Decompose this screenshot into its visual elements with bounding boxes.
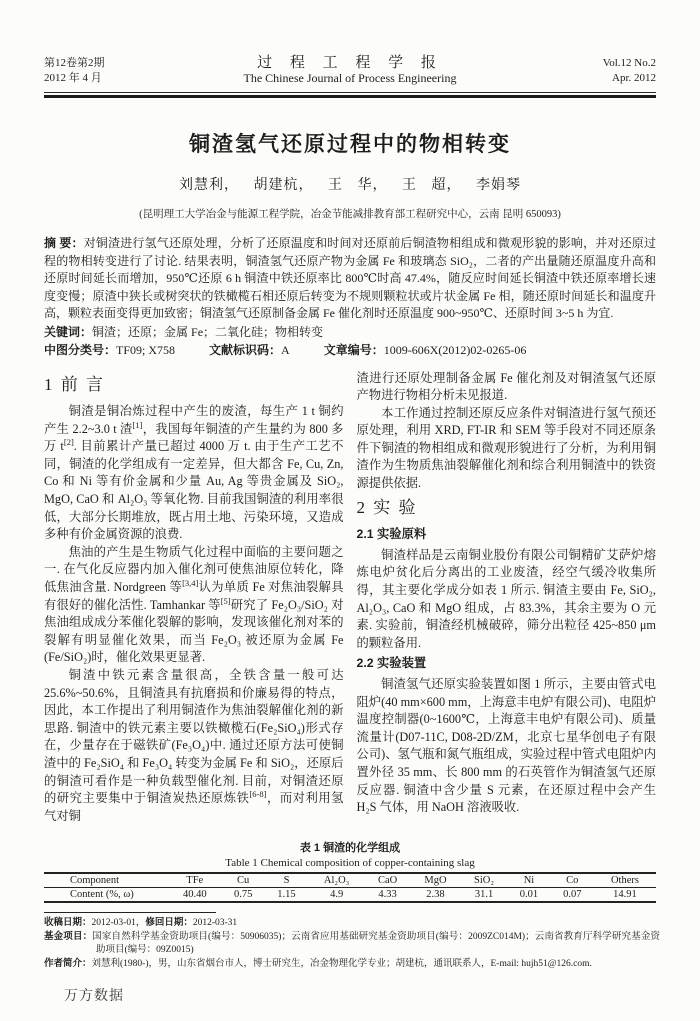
cell-content-label: Content (%, ω) [70,889,134,901]
clc-value: TF09; X758 [116,343,176,357]
intro-paragraph-2 [44,544,344,667]
table-1-caption-cn: 表 1 铜渣的化学组成 [299,842,401,855]
cell-ni: 0.01 [519,889,539,901]
citation-ref-5: [5] [220,595,231,606]
citation-ref-1: [1] [132,419,143,430]
cell-tfe: 40.40 [182,889,207,901]
col-header-others: Others [594,873,656,888]
intro-p1-text-a: 铜渣是铜冶炼过程中产生的废渣，每生产 1 t 铜约产生 2.2~3.0 t 渣 [44,404,344,436]
cell-mgo: 2.38 [426,889,445,901]
footnote-rule [44,912,216,913]
funding-value: 国家自然科学基金资助项目(编号：50906035)；云南省应用基础研究基金资助项目(编号：2009ZC014M)；云南省教育厅科学研究基金资助项目(编号：09Z0015) [92,931,660,956]
keywords-line [44,324,656,342]
header-rule-thin [44,92,656,93]
header-volume-block [536,56,656,86]
table-1-caption-en: Table 1 Chemical composition of copper-containing slag [225,857,475,870]
cell-cu: 0.75 [233,889,253,901]
cell-al2o3: 4.9 [330,889,344,901]
abstract-label: 摘 要： [44,236,84,250]
header-rule-thick [44,95,656,98]
revised-value: 2012-03-31 [192,918,238,929]
col-header-al2o3: Al₂O₃ [308,873,365,888]
issue-number: 第12卷第2期 [44,57,105,69]
col-header-ni: Ni [507,873,550,888]
left-column [44,370,344,826]
col-header-tfe: TFe [168,873,222,888]
section-2-heading: 2 实 验 [356,497,418,517]
wanfang-watermark: 万方数据 [64,987,124,1003]
cell-others: 14.91 [613,889,637,901]
citation-ref-6-8: [6-8] [249,789,267,800]
funding-label: 基金项目： [44,931,93,942]
table-row [44,888,656,903]
body-columns [44,370,656,826]
chemical-composition-table [44,872,656,903]
volume-number: Vol.12 No.2 [602,57,656,69]
intro-p2-text-b: 认为单质 Fe 对焦油裂解具有很好的催化活性. Tamhankar 等 [44,580,344,612]
col-header-mgo: MgO [410,873,461,888]
intro-p3-text-a: 铜渣中铁元素含量很高，全铁含量一般可达 25.6%~50.6%，且铜渣具有抗磨损和价廉易得的特点，因此，本工作提出了利用铜渣作为焦油裂解催化剂的新思路. 铜渣中的铁元素主要以铁橄榄石(Fe₂SiO₄)形式存在，少量存在于磁铁矿(Fe₃O₄)中. 通过还原方法可使铜渣中的 Fe₂SiO₄ 和 Fe₃O₄ 转变为金属 Fe 和 SiO₂，还原后的铜渣可看作是一种负载型催化剂. 目前，对铜渣还原的研究主要集中于铜渣炭热还原炼铁 [44,668,344,806]
col-header-cu: Cu [222,873,265,888]
intro-p3-text-b: ，而对利用氢气对铜 [44,791,344,823]
intro-p2-text-a: 焦油的产生是生物质气化过程中面临的主要问题之一. 在气化反应器内加入催化剂可使焦油原位转化，降低焦油含量. Nordgreen 等 [44,544,344,595]
col-header-co: Co [551,873,594,888]
footnote-author-bio [44,958,660,972]
bio-value: 刘慧利(1980-)，男，山东省烟台市人，博士研究生，冶金物理化学专业；胡建杭，通讯联系人，E-mail: hujh51@126.com. [91,958,592,969]
paper-title: 铜渣氢气还原过程中的物相转变 [189,132,511,156]
journal-name-cn: 过 程 工 程 学 报 [257,55,443,71]
header-issue-block [44,56,164,86]
keywords-label: 关键词： [44,324,93,339]
intro-paragraph-3-continuation: 渣进行还原处理制备金属 Fe 催化剂及对铜渣氢气还原产物进行物相分析未见报道. [356,370,656,403]
affiliation: (昆明理工大学冶金与能源工程学院，冶金节能减排教育部工程研究中心，云南 昆明 650093) [139,209,561,220]
article-no-value: 1009-606X(2012)02-0265-06 [383,343,527,357]
cell-co: 0.07 [563,889,582,901]
issue-date-en: Apr. 2012 [612,72,656,84]
section-2-1-heading: 2.1 实验原料 [356,527,427,542]
intro-p2-text-c: 研究了 Fe₂O₃/SiO₂ 对焦油组成成分苯催化裂解的影响，发现该催化剂对苯的裂解有明显催化效果，而当 Fe₂O₃ 被还原为金属 Fe (Fe/SiO₂)时，催化效果更显著. [44,597,344,665]
col-header-component: Component [44,873,168,888]
col-header-s: S [265,873,308,888]
doc-code-value: A [281,343,290,357]
bio-label: 作者简介： [44,958,92,969]
section-2-2-heading: 2.2 实验装置 [356,656,427,671]
intro-p1-text-b: ，我国每年铜渣的产生量约为 800 多万 t [44,421,344,454]
revised-label: 修回日期： [145,918,193,929]
keywords-text: 铜渣；还原；金属 Fe；二氧化硅；物相转变 [92,324,324,339]
right-column [357,370,657,826]
table-header-row [44,873,656,888]
abstract-paragraph [44,235,656,323]
cell-sio2: 31.1 [474,889,494,901]
classification-line [44,342,656,360]
abstract-text: 对铜渣进行氢气还原处理，分析了还原温度和时间对还原前后铜渣物相组成和微观形貌的影响，并对还原过程的物相转变进行了讨论. 结果表明，铜渣氢气还原产物为金属 Fe 和玻璃态 SiO₂，二者的产出量随还原温度升高和还原时间延长而增加，950℃还原 6 h 铜渣中铁还原率比 800℃时高 47.4%，随反应时间延长铜渣中铁还原率增长速度变慢；原渣中狭长或树突状的铁橄榄石相还原后转变为不规则颗粒状或片状金属 Fe 相，随还原时间延长和温度升高，颗粒表面变得更加致密；铜渣氢气还原制备金属 Fe 催化剂时还原温度 900~950℃、还原时间 3~5 h 为宜. [44,236,656,320]
intro-paragraph-3 [44,667,344,825]
footnote-funding [44,931,660,958]
materials-paragraph: 铜渣样品是云南铜业股份有限公司铜精矿艾萨炉熔炼电炉贫化后分离出的工业废渣，经空气缓冷收集所得，其主要化学成分如表 1 所示. 铜渣主要由 Fe, SiO₂, Al₂O₃, CaO 和 MgO 组成，占 83.3%，其余主要为 O 元素. 实验前，铜渣经机械破碎，筛分出粒径 425~850 μm 的颗粒备用. [356,547,656,650]
received-label: 收稿日期： [44,918,92,929]
table-1-block [44,839,656,903]
cell-cao: 4.33 [378,889,397,901]
citation-ref-3-4: [3,4] [182,577,199,588]
footnote-received [44,917,660,931]
issue-date-cn: 2012 年 4 月 [44,72,102,84]
col-header-cao: CaO [365,873,410,888]
journal-header [0,0,700,90]
section-1-heading: 1 前 言 [44,374,105,394]
intro-paragraph-1 [44,403,344,544]
header-journal-block [164,56,536,86]
intro-paragraph-4: 本工作通过控制还原反应条件对铜渣进行氢气预还原处理，利用 XRD, FT-IR 和 SEM 等手段对不同还原条件下铜渣的物相组成和微观形貌进行了分析，为利用铜渣作为生物质焦油裂解催化剂和综合利用铜渣中的铁资源提供依据. [356,405,656,491]
apparatus-paragraph: 铜渣氢气还原实验装置如图 1 所示，主要由管式电阻炉(40 mm×600 mm，上海意丰电炉有限公司)、电阻炉温度控制器(0~1600℃，上海意丰电炉有限公司)、质量流量计(D07-11C, D08-2D/ZM，北京七星华创电子有限公司)、氢气瓶和氮气瓶组成，实验过程中管式电阻炉内置外径 35 mm、长 800 mm 的石英管作为铜渣氢气还原反应器. 铜渣中含少量 S 元素，在还原过程中会产生 H₂S 气体，用 NaOH 溶液吸收. [356,677,656,815]
journal-name-en: The Chinese Journal of Process Engineering [243,71,457,85]
article-no-label: 文章编号： [323,343,384,357]
clc-label: 中图分类号： [44,343,117,357]
intro-p1-text-c: . 目前累计产量已超过 4000 万 t. 由于生产工艺不同，铜渣的化学组成有一定差异，但大都含 Fe, Cu, Zn, Co 和 Ni 等有价金属和少量 Au, Ag 等贵金属及 SiO₂, MgO, CaO 和 Al₂O₃ 等氧化物. 目前我国铜渣的利用率很低，大部分长期堆放，既占用土地、污染环境，又造成多种有价金属资源的浪费. [44,439,344,542]
author-list: 刘慧利， 胡建杭， 王 华， 王 超， 李娟琴 [179,178,521,193]
received-value: 2012-03-01， [91,918,146,929]
doc-code-label: 文献标识码： [209,343,282,357]
col-header-sio2: SiO₂ [461,873,508,888]
cell-s: 1.15 [277,889,296,901]
citation-ref-2: [2] [63,437,74,448]
